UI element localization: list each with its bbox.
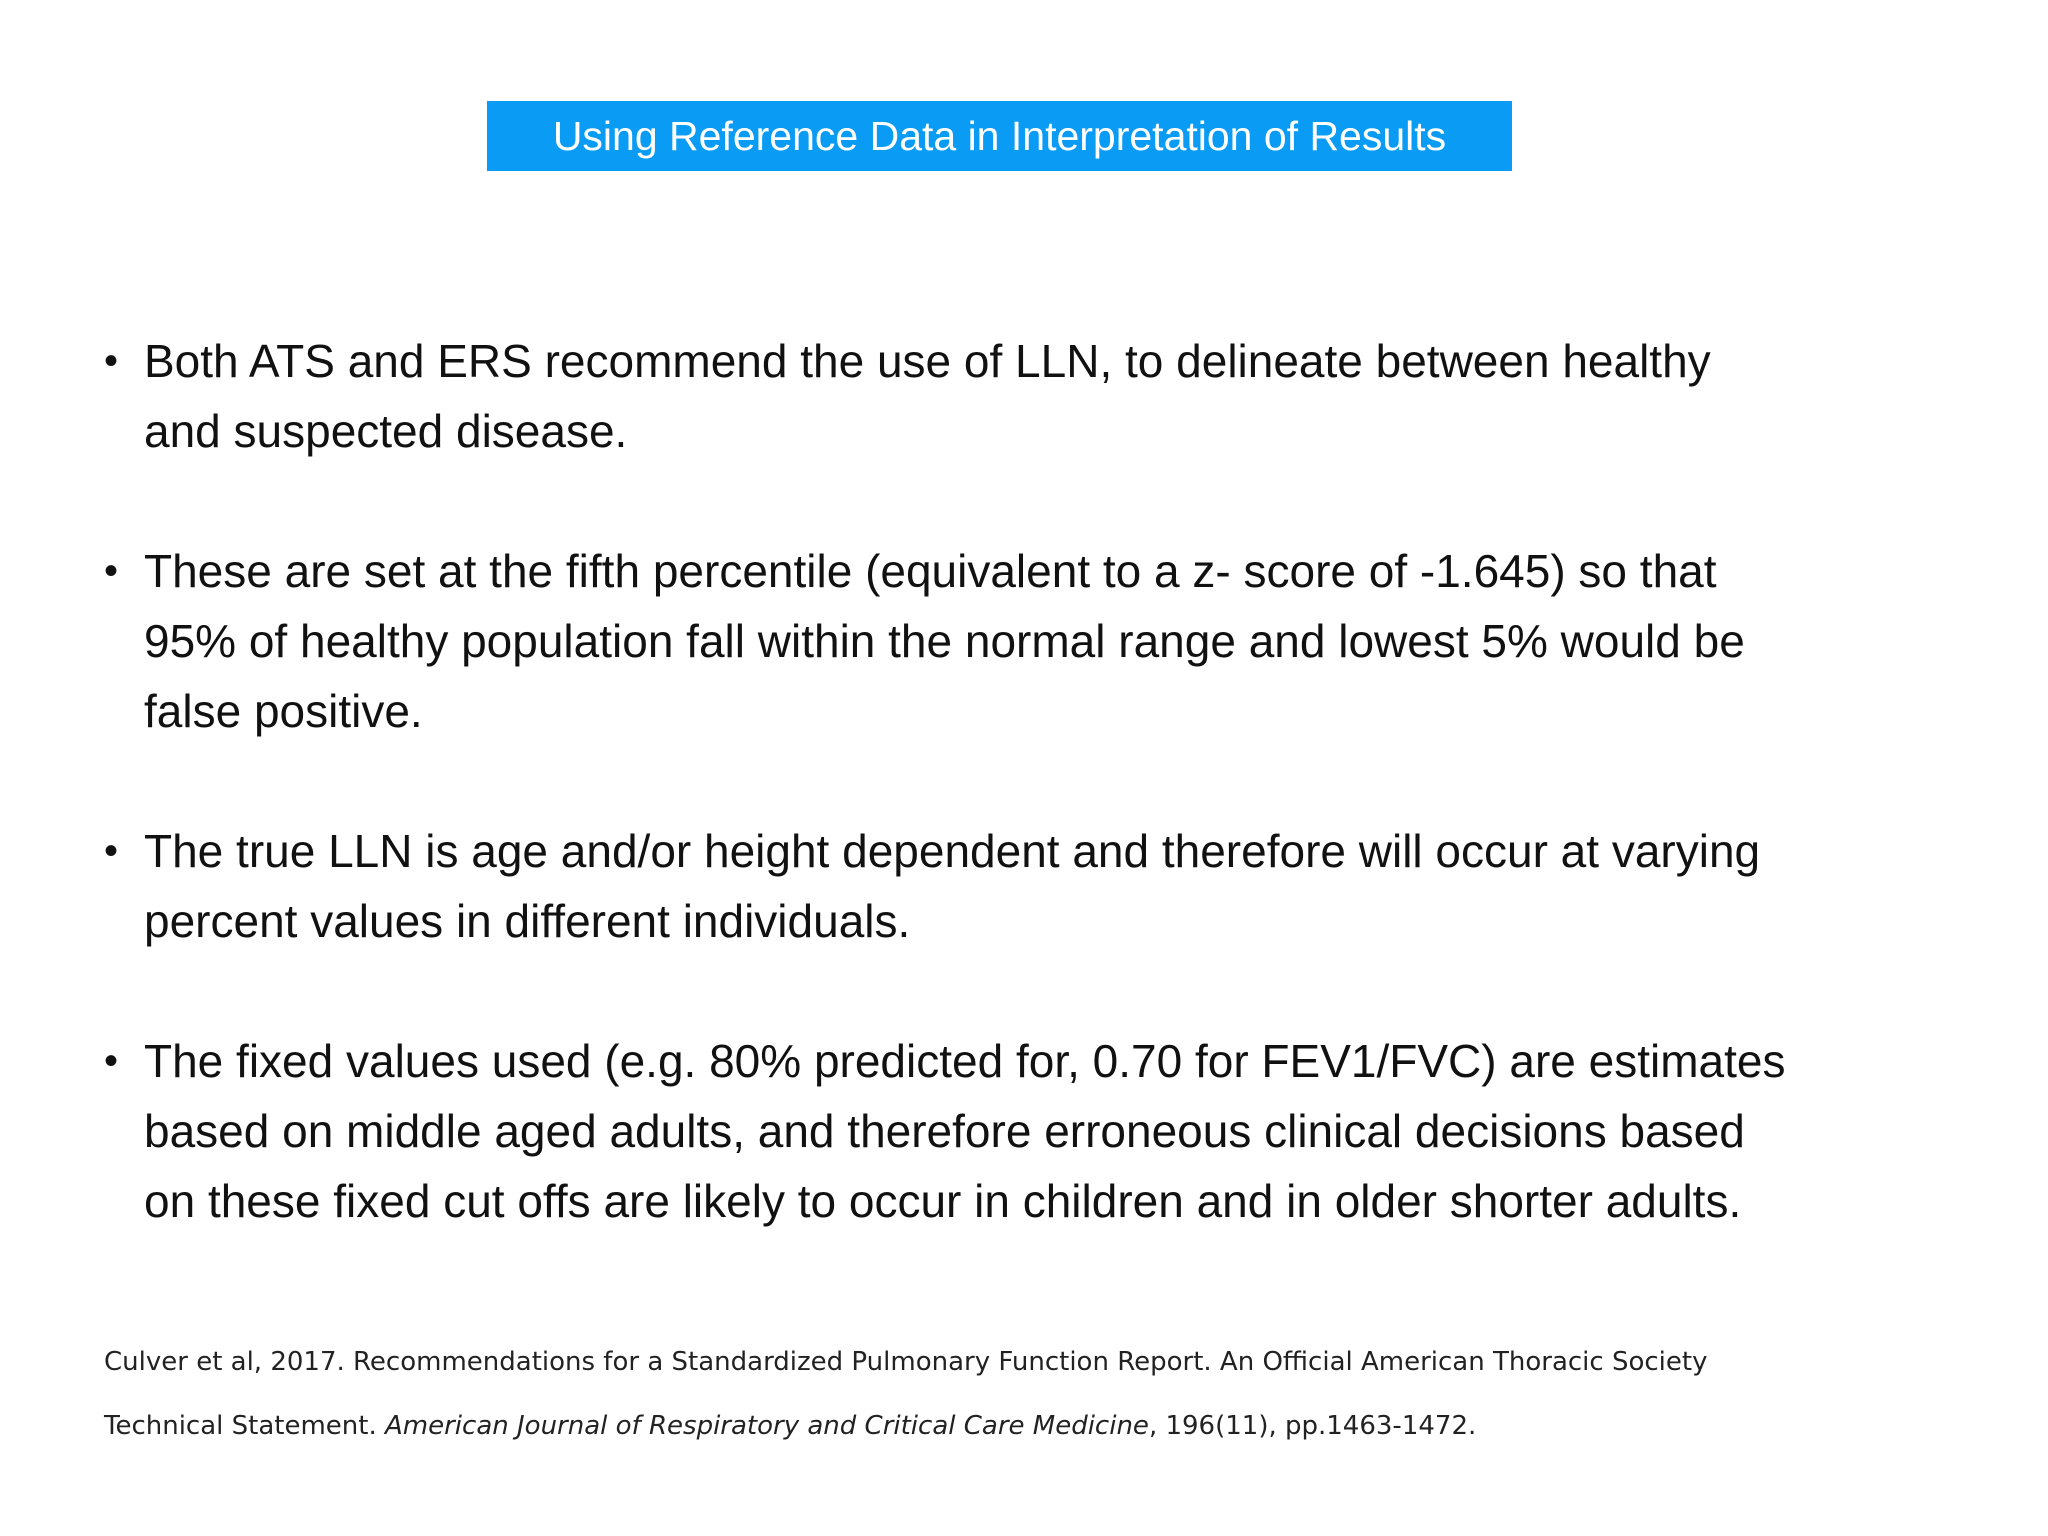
reference-line: Culver et al, 2017. Recommendations for a Standardized Pulmonary Function Report. An Official American Thoracic Society <box>104 1347 1708 1377</box>
bullet-icon: • <box>104 549 119 593</box>
bullet-line: on these fixed cut offs are likely to occur in children and in older shorter adults. <box>144 1175 1742 1227</box>
bullet-line: These are set at the fifth percentile (equivalent to a z- score of -1.645) so that <box>144 545 1717 597</box>
bullet-icon: • <box>104 1039 119 1083</box>
bullet-text <box>144 1026 1944 1236</box>
bullet-list <box>104 326 1944 1306</box>
reference-prefix: Technical Statement. <box>104 1411 385 1441</box>
bullet-item <box>104 816 1944 956</box>
bullet-line: The fixed values used (e.g. 80% predicted for, 0.70 for FEV1/FVC) are estimates <box>144 1035 1786 1087</box>
bullet-line: and suspected disease. <box>144 405 628 457</box>
bullet-text <box>144 326 1944 466</box>
bullet-item <box>104 536 1944 746</box>
bullet-item <box>104 1026 1944 1236</box>
reference-suffix: , 196(11), pp.1463-1472. <box>1148 1411 1477 1441</box>
bullet-line: Both ATS and ERS recommend the use of LLN, to delineate between healthy <box>144 335 1711 387</box>
bullet-icon: • <box>104 339 119 383</box>
bullet-line: based on middle aged adults, and therefore erroneous clinical decisions based <box>144 1105 1745 1157</box>
bullet-line: 95% of healthy population fall within the normal range and lowest 5% would be <box>144 615 1745 667</box>
reference-line <box>104 1394 1944 1458</box>
reference-journal: American Journal of Respiratory and Critical Care Medicine <box>385 1411 1149 1441</box>
bullet-icon: • <box>104 829 119 873</box>
bullet-text <box>144 816 1944 956</box>
reference-citation <box>104 1330 1944 1458</box>
bullet-line: The true LLN is age and/or height dependent and therefore will occur at varying <box>144 825 1761 877</box>
bullet-text <box>144 536 1944 746</box>
bullet-item <box>104 326 1944 466</box>
bullet-line: percent values in different individuals. <box>144 895 911 947</box>
slide-title: Using Reference Data in Interpretation of Results <box>487 101 1512 171</box>
bullet-line: false positive. <box>144 685 423 737</box>
